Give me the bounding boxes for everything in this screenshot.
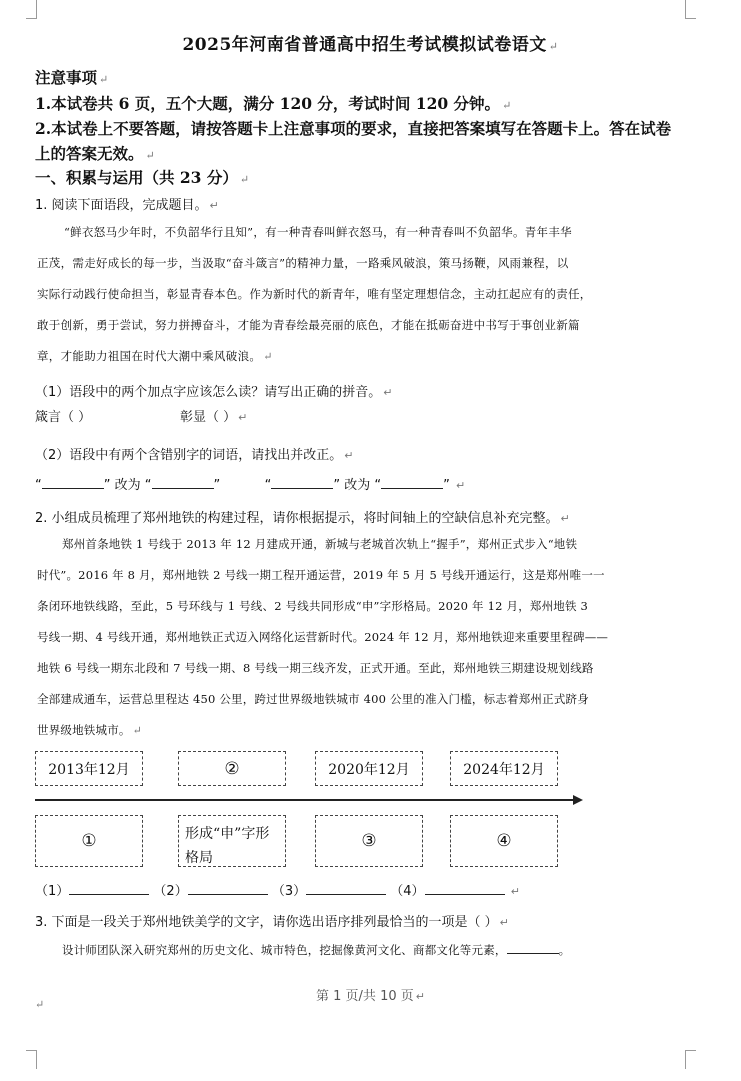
timeline-date-box: 2020年12月	[315, 751, 423, 786]
pinyin-answer-2: 彰显（ ） ↵	[180, 410, 248, 425]
passage-line: 号线一期、4 号线开通，郑州地铁正式迈入网络化运营新时代。2024 年 12 月，郑州地铁迎来重要里程碑——	[37, 630, 609, 644]
crop-mark-bottom-right	[685, 1050, 696, 1069]
question-2-passage	[37, 529, 687, 746]
crop-mark-top-left	[26, 0, 37, 19]
paragraph-mark: ↵	[35, 998, 45, 1011]
question-1-sub-1: （1）语段中的两个加点字应该怎么读？请写出正确的拼音。 ↵	[35, 385, 393, 400]
passage-line: 时代”。2016 年 8 月，郑州地铁 2 号线一期工程开通运营，2019 年 5 月 5 号线开通运行，这是郑州唯一一	[37, 568, 605, 582]
passage-line: 世界级地铁城市。 ↵	[37, 723, 143, 737]
notice-heading: 注意事项 ↵	[35, 68, 109, 87]
notice-item-2: 2.本试卷上不要答题，请按答题卡上注意事项的要求，直接把答案填写在答题卡上。答在试卷	[35, 119, 672, 138]
timeline-blank-2: ②	[178, 751, 286, 786]
timeline-date-box: 2013年12月	[35, 751, 143, 786]
passage-line: 地铁 6 号线一期东北段和 7 号线一期、8 号线一期三线齐发，正式开通。至此，郑州地铁三期建设规划线路	[37, 661, 594, 675]
passage-line: 全部建成通车，运营总里程达 450 公里，跨过世界级地铁城市 400 公里的准入门槛，标志着郑州正式跻身	[37, 692, 589, 706]
timeline-axis	[35, 799, 575, 801]
timeline-arrow-icon	[573, 795, 583, 805]
passage-line: 郑州首条地铁 1 号线于 2013 年 12 月建成开通，新城与老城首次轨上“握手”，郑州正式步入“地铁	[62, 537, 578, 551]
passage-line: “鲜衣怒马少年时，不负韶华行且知”，有一种青春叫鲜衣怒马，有一种青春叫不负韶华。青年丰华	[64, 225, 572, 239]
passage-line: 实际行动践行使命担当，彰显青春本色。作为新时代的新青年，唯有坚定理想信念，主动扛起应有的责任，	[37, 287, 592, 301]
timeline-blank-4: ④	[450, 815, 558, 867]
timeline-blank-1: ①	[35, 815, 143, 867]
notice-item-2-cont: 上的答案无效。 ↵	[35, 144, 155, 163]
timeline-blank-3: ③	[315, 815, 423, 867]
passage-line: 条闭环地铁线路，至此，5 号环线与 1 号线、2 号线共同形成“申”字形格局。2020 年 12 月，郑州地铁 3	[37, 599, 589, 613]
passage-line: 章，才能助力祖国在时代大潮中乘风破浪。 ↵	[37, 349, 273, 363]
page-title: 2025年河南省普通高中招生考试模拟试卷语文 ↵	[182, 35, 559, 55]
section-heading: 一、积累与运用（共 23 分） ↵	[35, 168, 250, 187]
crop-mark-bottom-left	[26, 1050, 37, 1069]
passage-line: 正茂，需走好成长的每一步，当汲取“奋斗箴言”的精神力量，一路乘风破浪，策马扬鞭，风雨兼程，以	[37, 256, 569, 270]
question-1-sub-2: （2）语段中有两个含错别字的词语，请找出并改正。 ↵	[35, 448, 354, 463]
question-3-prompt: 3. 下面是一段关于郑州地铁美学的文字，请你选出语序排列最恰当的一项是（ ） ↵	[35, 915, 509, 930]
correction-answer-line: “ ” 改为 “ ” “ ” 改为 “ ” ↵	[35, 478, 466, 493]
page-footer: 第 1 页/共 10 页 ↵	[316, 989, 425, 1004]
passage-line: 敢于创新，勇于尝试，努力拼搏奋斗，才能为青春绘最亮丽的底色，才能在抵砺奋进中书写于事创业新篇	[37, 318, 580, 332]
timeline-date-box: 2024年12月	[450, 751, 558, 786]
question-1-passage	[37, 217, 687, 372]
timeline-event-box: 形成“申”字形格局	[178, 815, 286, 867]
crop-mark-top-right	[685, 0, 696, 19]
notice-item-1: 1.本试卷共 6 页，五个大题，满分 120 分，考试时间 120 分钟。 ↵	[35, 94, 512, 113]
timeline-answer-line: （1） （2） （3） （4） ↵	[35, 884, 520, 899]
question-1-prompt: 1. 阅读下面语段，完成题目。 ↵	[35, 198, 219, 213]
question-2-prompt: 2. 小组成员梳理了郑州地铁的构建过程，请你根据提示，将时间轴上的空缺信息补充完整。 ↵	[35, 511, 570, 526]
pinyin-answer-1: 箴言（ ）	[35, 410, 92, 425]
question-3-passage: 设计师团队深入研究郑州的历史文化、城市特色，挖掘像黄河文化、商都文化等元素， 。	[62, 943, 571, 957]
